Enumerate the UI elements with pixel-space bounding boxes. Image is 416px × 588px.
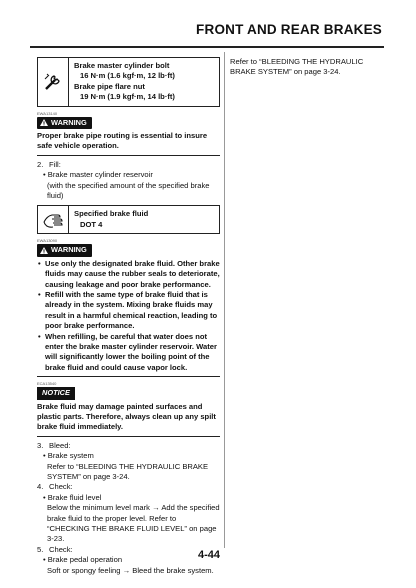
- step-title: Bleed:: [49, 440, 71, 450]
- step-detail: (with the specified amount of the specified brake fluid): [47, 180, 210, 201]
- torque-spec-line: 16 N·m (1.6 kgf·m, 12 lb·ft): [80, 71, 175, 81]
- step-number: 4.: [37, 482, 44, 492]
- fluid-spec-line: Specified brake fluid: [74, 209, 149, 219]
- notice-badge: NOTICE: [37, 387, 75, 399]
- warning-text: Proper brake pipe routing is essential to insure safe vehicle operation.: [37, 131, 220, 156]
- left-column: [37, 57, 220, 576]
- warning-item: • Use only the designated brake fluid. Other brake fluids may cause the rubber seals to deteriorate, causing leakage and poor brake performance.: [37, 259, 220, 290]
- warning-item: • When refilling, be careful that water does not enter the brake master cylinder reservoir. Water will significantly lower the boiling point of the brake fluid and could cause vapor lock.: [37, 332, 220, 374]
- header-rule: [30, 46, 384, 48]
- step-title: Check:: [49, 544, 73, 554]
- torque-spec-line: 19 N·m (1.9 kgf·m, 14 lb·ft): [80, 92, 175, 102]
- notice-text: Brake fluid may damage painted surfaces and plastic parts. Therefore, always clean up any spilt brake fluid immediately.: [37, 402, 220, 437]
- warning-code: EWA13090: [37, 238, 58, 244]
- hand-pour-icon: [38, 206, 69, 233]
- step-3: [37, 441, 220, 451]
- warning-badge-label: WARNING: [51, 245, 87, 255]
- right-column: [230, 57, 385, 78]
- page-number: 4-44: [198, 549, 221, 561]
- warning-triangle-icon: [40, 247, 48, 254]
- step-detail: Below the minimum level mark → Add the specified brake fluid to the proper level. Refer to “CHECKING THE BRAKE FLUID LEVEL” on page 3-23.: [47, 503, 220, 544]
- warning-badge: [37, 244, 92, 256]
- right-column-text: Refer to “BLEEDING THE HYDRAULIC BRAKE SYSTEM” on page 3-24.: [230, 57, 364, 77]
- warning-badge: [37, 117, 92, 129]
- notice-code: ECA13540: [37, 381, 57, 387]
- torque-spec-line: Brake master cylinder bolt: [74, 61, 170, 70]
- step-bullet: • Brake master cylinder reservoir: [43, 170, 153, 180]
- step-5: [37, 545, 220, 555]
- step-bullet: • Brake fluid level: [43, 492, 102, 502]
- step-number: 3.: [37, 440, 44, 450]
- step-bullet: • Brake pedal operation: [43, 555, 123, 565]
- step-detail: Refer to “BLEEDING THE HYDRAULIC BRAKE SYSTEM” on page 3-24.: [47, 461, 209, 481]
- fluid-spec-line: DOT 4: [80, 219, 103, 229]
- step-detail: Soft or spongy feeling → Bleed the brake system.: [47, 565, 214, 575]
- fluid-spec-box: [37, 205, 220, 234]
- column-divider: [224, 52, 225, 548]
- warning-item: • Refill with the same type of brake fluid that is already in the system. Mixing brake fluids may result in a harmful chemical reaction, leading to poor brake performance.: [37, 290, 220, 332]
- torque-spec-box: [37, 57, 220, 107]
- wrench-icon: [38, 58, 69, 106]
- warning-code: EWA13140: [37, 110, 58, 116]
- page-title: FRONT AND REAR BRAKES: [196, 22, 382, 37]
- step-title: Check:: [49, 482, 73, 492]
- torque-spec-line: Brake pipe flare nut: [74, 81, 145, 91]
- warning-list-block: [37, 259, 220, 377]
- step-bullet: • Brake system: [43, 451, 94, 461]
- warning-badge-label: WARNING: [51, 117, 87, 127]
- step-4: [37, 482, 220, 492]
- step-2: [37, 160, 220, 170]
- warning-triangle-icon: [40, 119, 48, 126]
- step-number: 2.: [37, 159, 44, 169]
- step-number: 5.: [37, 544, 44, 554]
- step-title: Fill:: [49, 159, 61, 169]
